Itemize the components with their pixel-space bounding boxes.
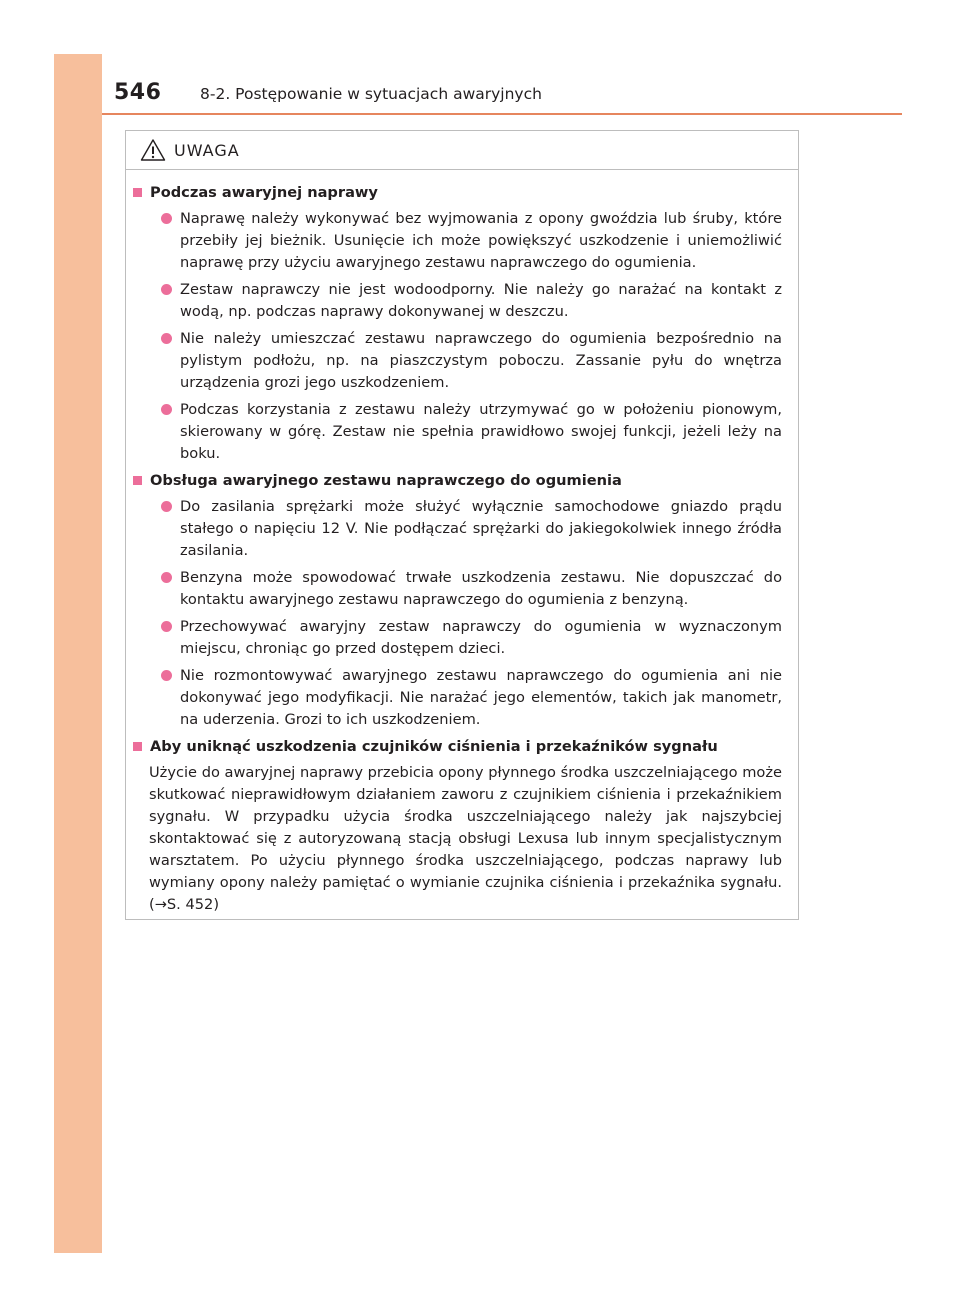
warning-triangle-icon	[140, 138, 166, 162]
square-bullet-icon	[133, 188, 142, 197]
list-item: Podczas korzystania z zestawu należy utrzymywać go w położeniu pionowym, skierowany w górę. Zestaw nie spełnia prawidłowo swojej funkcji, jeżeli leży na boku.	[161, 399, 782, 465]
section-paragraph: Użycie do awaryjnej naprawy przebicia opony płynnego środka uszczelniającego może skutkować nieprawidłowym działaniem zaworu z czujnikiem ciśnienia i przekaźnikiem sygnału. W przypadku użycia środka uszczelniającego należy jak najszybciej skontaktować się z autoryzowaną stacją obsługi Lexusa lub innym specjalistycznym warsztatem. Po użyciu płynnego środka uszczelniającego, podczas naprawy lub wymiany opony należy pamiętać o wymianie czujnika ciśnienia i przekaźnika sygnału. (→S. 452)	[149, 764, 782, 913]
round-bullet-icon	[161, 572, 172, 583]
list-item: Naprawę należy wykonywać bez wyjmowania z opony gwoździa lub śruby, które przebiły jej bieżnik. Usunięcie ich może powiększyć uszkodzenie i uniemożliwić naprawę przy użyciu awaryjnego zestawu naprawczego do ogumienia.	[161, 208, 782, 274]
section-heading-kit-handling: Obsługa awaryjnego zestawu naprawczego do ogumienia	[133, 470, 782, 492]
square-bullet-icon	[133, 476, 142, 485]
round-bullet-icon	[161, 670, 172, 681]
list-item: Benzyna może spowodować trwałe uszkodzenia zestawu. Nie dopuszczać do kontaktu awaryjnego zestawu naprawczego do ogumienia z benzyną.	[161, 567, 782, 611]
round-bullet-icon	[161, 501, 172, 512]
list-item: Zestaw naprawczy nie jest wodoodporny. Nie należy go narażać na kontakt z wodą, np. podczas naprawy dokonywanej w deszczu.	[161, 279, 782, 323]
list-item: Przechowywać awaryjny zestaw naprawczy do ogumienia w wyznaczonym miejscu, chroniąc go przed dostępem dzieci.	[161, 616, 782, 660]
round-bullet-icon	[161, 621, 172, 632]
square-bullet-icon	[133, 742, 142, 751]
round-bullet-icon	[161, 284, 172, 295]
page-header	[102, 80, 902, 114]
warning-box	[125, 130, 799, 920]
round-bullet-icon	[161, 333, 172, 344]
side-tab-band	[54, 54, 102, 1253]
header-divider	[102, 113, 902, 115]
page-number: 546	[114, 80, 162, 105]
warning-label: UWAGA	[174, 141, 240, 160]
round-bullet-icon	[161, 213, 172, 224]
round-bullet-icon	[161, 404, 172, 415]
section-title: 8-2. Postępowanie w sytuacjach awaryjnych	[200, 85, 542, 103]
section-heading-emergency-repair: Podczas awaryjnej naprawy	[133, 182, 782, 204]
list-item: Nie należy umieszczać zestawu naprawczego do ogumienia bezpośrednio na pylistym podłożu, np. na piaszczystym poboczu. Zassanie pyłu do wnętrza urządzenia grozi jego uszkodzeniem.	[161, 328, 782, 394]
list-item: Nie rozmontowywać awaryjnego zestawu naprawczego do ogumienia ani nie dokonywać jego modyfikacji. Nie narażać jego elementów, takich jak manometr, na uderzenia. Grozi to ich uszkodzeniem.	[161, 665, 782, 731]
warning-body	[126, 170, 798, 916]
list-item: Do zasilania sprężarki może służyć wyłącznie samochodowe gniazdo prądu stałego o napięciu 12 V. Nie podłączać sprężarki do jakiegokolwiek innego źródła zasilania.	[161, 496, 782, 562]
section-heading-sensor-damage: Aby uniknąć uszkodzenia czujników ciśnienia i przekaźników sygnału	[133, 736, 782, 758]
warning-header	[126, 131, 798, 170]
